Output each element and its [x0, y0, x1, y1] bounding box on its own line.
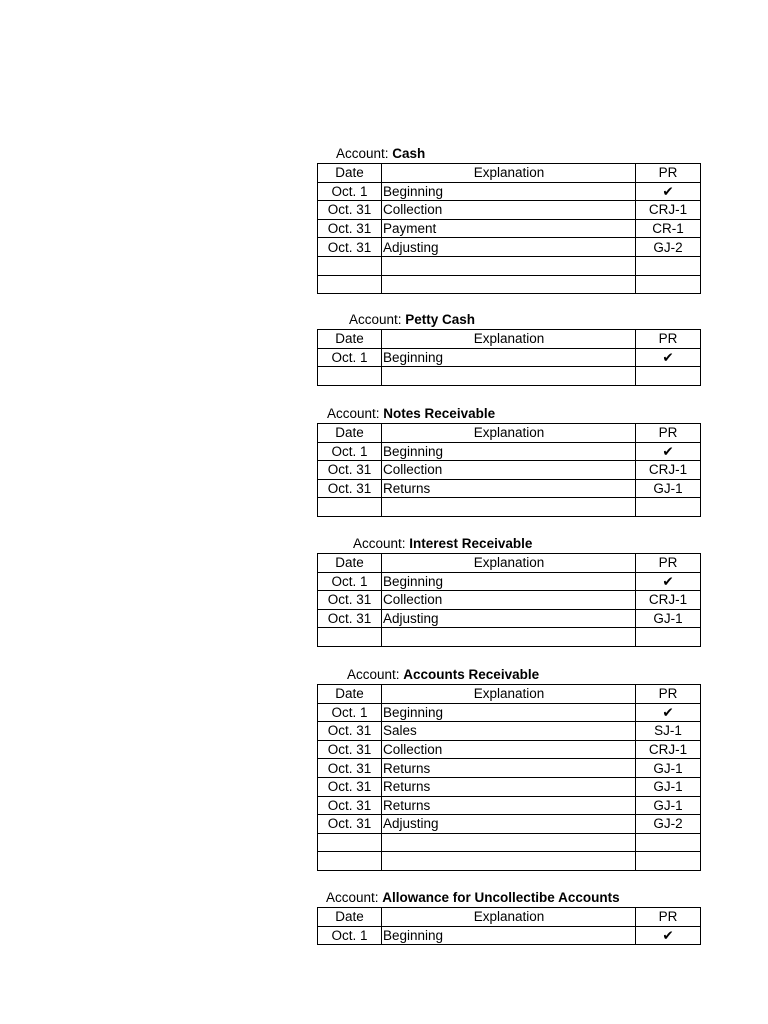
pr-cell: CRJ-1 [636, 201, 701, 220]
explanation-cell: Returns [382, 479, 636, 498]
date-header: Date [318, 330, 382, 349]
explanation-cell: Sales [382, 722, 636, 741]
pr-cell: GJ-1 [636, 796, 701, 815]
date-cell [318, 256, 382, 275]
pr-cell: ✔ [636, 182, 701, 201]
table-row [318, 815, 701, 834]
date-cell: Oct. 31 [318, 722, 382, 741]
pr-cell [636, 256, 701, 275]
date-cell [318, 367, 382, 386]
date-cell: Oct. 31 [318, 591, 382, 610]
ledger-cash [317, 145, 700, 294]
explanation-cell: Beginning [382, 572, 636, 591]
date-cell: Oct. 1 [318, 348, 382, 367]
explanation-cell [382, 833, 636, 852]
explanation-header: Explanation [382, 424, 636, 443]
ledger-accounts-receivable [317, 666, 700, 871]
table-row [318, 256, 701, 275]
ledger-table [317, 329, 701, 386]
explanation-header: Explanation [382, 685, 636, 704]
table-row [318, 348, 701, 367]
date-cell: Oct. 31 [318, 219, 382, 238]
ledger-table [317, 423, 701, 517]
table-row [318, 201, 701, 220]
ledger-table [317, 907, 701, 945]
ledger-table [317, 684, 701, 871]
table-row [318, 182, 701, 201]
table-row [318, 777, 701, 796]
date-cell: Oct. 1 [318, 703, 382, 722]
explanation-cell [382, 275, 636, 294]
account-name: Interest Receivable [409, 536, 533, 551]
explanation-cell [382, 498, 636, 517]
pr-cell: CRJ-1 [636, 591, 701, 610]
table-row [318, 852, 701, 871]
table-row [318, 628, 701, 647]
account-prefix: Account: [326, 890, 383, 905]
date-header: Date [318, 424, 382, 443]
explanation-cell: Returns [382, 759, 636, 778]
date-header: Date [318, 554, 382, 573]
account-title [317, 145, 700, 163]
header-row [318, 164, 701, 183]
explanation-header: Explanation [382, 908, 636, 927]
pr-cell: GJ-2 [636, 238, 701, 257]
pr-header: PR [636, 685, 701, 704]
table-row [318, 479, 701, 498]
explanation-cell [382, 367, 636, 386]
header-row [318, 554, 701, 573]
account-prefix: Account: [347, 667, 404, 682]
table-row [318, 572, 701, 591]
explanation-cell: Adjusting [382, 609, 636, 628]
pr-header: PR [636, 424, 701, 443]
account-name: Notes Receivable [383, 406, 496, 421]
header-row [318, 685, 701, 704]
pr-header: PR [636, 330, 701, 349]
explanation-cell [382, 256, 636, 275]
table-row [318, 926, 701, 945]
date-header: Date [318, 685, 382, 704]
pr-cell [636, 275, 701, 294]
date-header: Date [318, 908, 382, 927]
ledger-table [317, 163, 701, 294]
date-cell: Oct. 31 [318, 201, 382, 220]
date-cell: Oct. 31 [318, 609, 382, 628]
pr-cell: CRJ-1 [636, 740, 701, 759]
date-cell: Oct. 31 [318, 796, 382, 815]
explanation-cell: Returns [382, 796, 636, 815]
account-prefix: Account: [336, 146, 393, 161]
explanation-cell [382, 628, 636, 647]
explanation-cell: Adjusting [382, 238, 636, 257]
table-row [318, 275, 701, 294]
pr-cell: ✔ [636, 572, 701, 591]
explanation-cell: Beginning [382, 703, 636, 722]
date-cell: Oct. 31 [318, 740, 382, 759]
date-cell: Oct. 1 [318, 182, 382, 201]
date-header: Date [318, 164, 382, 183]
pr-cell: ✔ [636, 442, 701, 461]
header-row [318, 330, 701, 349]
pr-cell: ✔ [636, 348, 701, 367]
date-cell [318, 498, 382, 517]
date-cell [318, 833, 382, 852]
ledger-petty-cash [317, 311, 700, 386]
explanation-cell: Collection [382, 591, 636, 610]
table-row [318, 740, 701, 759]
pr-cell [636, 628, 701, 647]
date-cell: Oct. 1 [318, 926, 382, 945]
explanation-cell: Collection [382, 461, 636, 480]
pr-cell: GJ-1 [636, 759, 701, 778]
pr-cell: ✔ [636, 926, 701, 945]
explanation-cell: Beginning [382, 182, 636, 201]
explanation-cell: Beginning [382, 442, 636, 461]
table-row [318, 498, 701, 517]
account-name: Petty Cash [405, 312, 476, 327]
explanation-header: Explanation [382, 554, 636, 573]
table-row [318, 703, 701, 722]
table-row [318, 759, 701, 778]
explanation-cell: Adjusting [382, 815, 636, 834]
explanation-cell: Beginning [382, 926, 636, 945]
date-cell [318, 628, 382, 647]
table-row [318, 238, 701, 257]
pr-cell: CR-1 [636, 219, 701, 238]
account-title [317, 666, 700, 684]
explanation-cell: Collection [382, 201, 636, 220]
table-row [318, 609, 701, 628]
ledger-allowance [317, 889, 700, 945]
explanation-header: Explanation [382, 330, 636, 349]
table-row [318, 722, 701, 741]
pr-cell [636, 498, 701, 517]
explanation-cell: Collection [382, 740, 636, 759]
date-cell [318, 852, 382, 871]
table-row [318, 442, 701, 461]
account-name: Allowance for Uncollectibe Accounts [382, 890, 620, 905]
pr-cell: GJ-1 [636, 609, 701, 628]
account-name: Accounts Receivable [403, 667, 540, 682]
account-title [317, 889, 700, 907]
pr-cell [636, 367, 701, 386]
ledger-interest-receivable [317, 535, 700, 647]
account-name: Cash [392, 146, 426, 161]
explanation-cell: Beginning [382, 348, 636, 367]
explanation-cell [382, 852, 636, 871]
account-prefix: Account: [327, 406, 384, 421]
date-cell: Oct. 31 [318, 461, 382, 480]
pr-header: PR [636, 554, 701, 573]
pr-cell: CRJ-1 [636, 461, 701, 480]
pr-cell [636, 833, 701, 852]
date-cell: Oct. 31 [318, 759, 382, 778]
pr-header: PR [636, 164, 701, 183]
pr-cell: GJ-1 [636, 777, 701, 796]
account-title [317, 535, 700, 553]
pr-cell: ✔ [636, 703, 701, 722]
ledger-table [317, 553, 701, 647]
account-title [317, 405, 700, 423]
date-cell: Oct. 1 [318, 572, 382, 591]
table-row [318, 796, 701, 815]
ledger-notes-receivable [317, 405, 700, 517]
pr-cell: GJ-2 [636, 815, 701, 834]
table-row [318, 219, 701, 238]
pr-header: PR [636, 908, 701, 927]
account-prefix: Account: [349, 312, 406, 327]
explanation-cell: Payment [382, 219, 636, 238]
pr-cell [636, 852, 701, 871]
table-row [318, 591, 701, 610]
table-row [318, 367, 701, 386]
table-row [318, 833, 701, 852]
table-row [318, 461, 701, 480]
date-cell: Oct. 31 [318, 777, 382, 796]
pr-cell: GJ-1 [636, 479, 701, 498]
header-row [318, 908, 701, 927]
date-cell: Oct. 31 [318, 238, 382, 257]
pr-cell: SJ-1 [636, 722, 701, 741]
account-title [317, 311, 700, 329]
date-cell [318, 275, 382, 294]
account-prefix: Account: [353, 536, 410, 551]
date-cell: Oct. 31 [318, 479, 382, 498]
explanation-header: Explanation [382, 164, 636, 183]
explanation-cell: Returns [382, 777, 636, 796]
date-cell: Oct. 31 [318, 815, 382, 834]
date-cell: Oct. 1 [318, 442, 382, 461]
header-row [318, 424, 701, 443]
